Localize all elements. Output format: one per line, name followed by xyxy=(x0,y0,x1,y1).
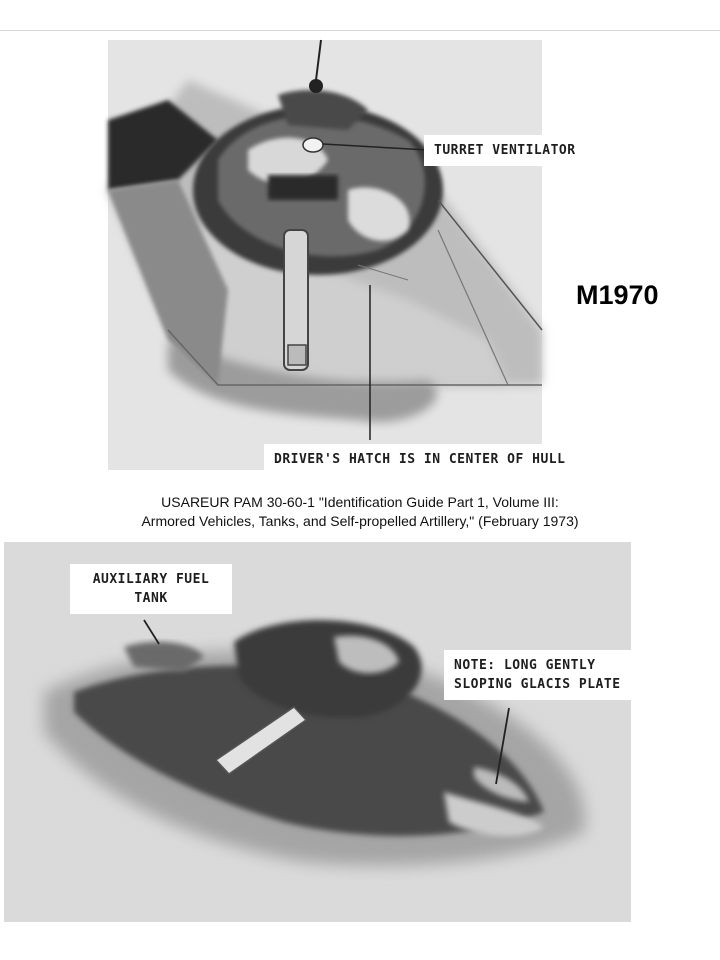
aux-fuel-tank-label xyxy=(70,564,232,614)
model-designation: M1970 xyxy=(576,280,659,310)
top-rule xyxy=(0,30,720,31)
bottom-tank-photo xyxy=(4,542,631,922)
top-tank-photo xyxy=(108,40,576,470)
turret-ventilator-label xyxy=(424,135,594,166)
aux-fuel-tank-line-1: AUXILIARY FUEL xyxy=(92,572,210,587)
glacis-note-line-1: NOTE: LONG GENTLY xyxy=(454,658,596,673)
top-tank-illustration xyxy=(108,40,566,470)
drivers-hatch-label xyxy=(264,444,566,475)
caption-line-1: USAREUR PAM 30-60-1 "Identification Guide Part 1, Volume III: xyxy=(161,494,559,510)
drivers-hatch-text: DRIVER'S HATCH IS IN CENTER OF HULL xyxy=(274,452,566,467)
glacis-note-line-2: SLOPING GLACIS PLATE xyxy=(454,677,621,692)
glacis-note-label xyxy=(444,650,631,700)
turret-ventilator-text: TURRET VENTILATOR xyxy=(434,143,576,158)
caption-line-2: Armored Vehicles, Tanks, and Self-propelled Artillery," (February 1973) xyxy=(141,513,579,529)
aux-fuel-tank-line-2: TANK xyxy=(134,591,168,606)
source-caption xyxy=(60,493,660,531)
